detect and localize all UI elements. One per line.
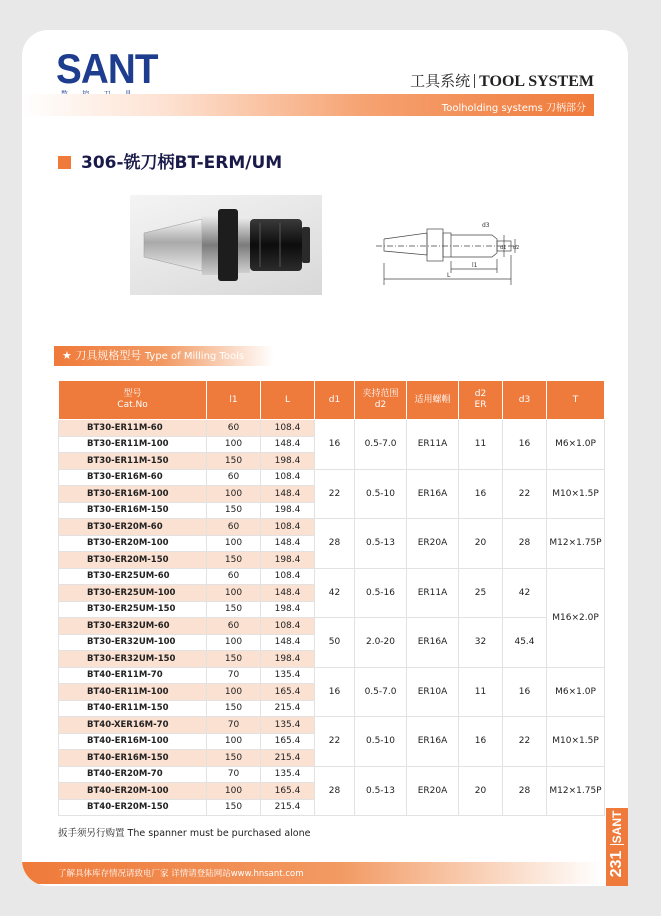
cat-no-cell: BT40-ER20M-150 [59,799,207,816]
length-cell: 108.4 [261,568,315,585]
title-divider [474,74,475,88]
product-photo [130,195,322,295]
d3-cell: 22 [503,469,547,519]
d1-cell: 16 [315,420,355,470]
column-header-sublabel: ER [474,400,487,410]
er-cell: 16 [459,717,503,767]
d1-cell: 50 [315,618,355,668]
d1-cell: 16 [315,667,355,717]
range-cell: 0.5-10 [355,469,407,519]
range-cell: 0.5-10 [355,717,407,767]
l1-cell: 70 [207,766,261,783]
l1-cell: 60 [207,568,261,585]
length-cell: 198.4 [261,552,315,569]
spec-heading-cn: ★ 刀具规格型号 [62,349,142,362]
er-cell: 32 [459,618,503,668]
l1-cell: 150 [207,651,261,668]
cat-no-cell: BT30-ER32UM-150 [59,651,207,668]
column-header-label: T [572,394,579,405]
range-cell: 0.5-7.0 [355,420,407,470]
d3-cell: 45.4 [503,618,547,668]
l1-cell: 150 [207,750,261,767]
cat-no-cell: BT30-ER20M-100 [59,535,207,552]
column-header-label: 适用螺帽 [414,394,451,405]
er-cell: 25 [459,568,503,618]
cat-no-cell: BT30-ER25UM-100 [59,585,207,602]
tool-system-title [410,70,594,91]
cat-no-cell: BT40-XER16M-70 [59,717,207,734]
range-cell: 0.5-16 [355,568,407,618]
l1-cell: 100 [207,733,261,750]
l1-cell: 100 [207,486,261,503]
length-cell: 135.4 [261,766,315,783]
tool-system-cn: 工具系统 [410,72,471,90]
technical-drawing [372,205,522,293]
column-header [503,381,547,420]
length-cell: 108.4 [261,420,315,437]
page-tab-brand: SANT [610,810,624,844]
nut-cell: ER20A [407,766,459,816]
d3-cell: 42 [503,568,547,618]
thread-cell: M12×1.75P [547,519,605,569]
toolholder-image [130,195,322,295]
l1-cell: 100 [207,783,261,800]
table-row [59,420,605,437]
length-cell: 198.4 [261,601,315,618]
cat-no-cell: BT40-ER16M-150 [59,750,207,767]
nut-cell: ER16A [407,469,459,519]
cat-no-cell: BT40-ER20M-100 [59,783,207,800]
thread-cell: M12×1.75P [547,766,605,816]
cat-no-cell: BT40-ER11M-70 [59,667,207,684]
column-header-sublabel: Cat.No [117,400,148,410]
l1-cell: 60 [207,618,261,635]
drawing-label-L: L [447,272,451,279]
l1-cell: 150 [207,601,261,618]
d3-cell: 28 [503,766,547,816]
cat-no-cell: BT30-ER16M-100 [59,486,207,503]
cat-no-cell: BT30-ER11M-150 [59,453,207,470]
nut-cell: ER10A [407,667,459,717]
l1-cell: 70 [207,717,261,734]
thread-cell: M10×1.5P [547,469,605,519]
d1-cell: 28 [315,519,355,569]
nut-cell: ER20A [407,519,459,569]
column-header [59,381,207,420]
length-cell: 108.4 [261,519,315,536]
column-header-label: 夹持范围 [362,389,399,399]
d1-cell: 42 [315,568,355,618]
column-header [547,381,605,420]
toolholder-drawing [372,205,522,293]
length-cell: 215.4 [261,799,315,816]
l1-cell: 150 [207,453,261,470]
cat-no-cell: BT40-ER11M-150 [59,700,207,717]
d1-cell: 22 [315,717,355,767]
length-cell: 135.4 [261,717,315,734]
d3-cell: 16 [503,667,547,717]
header-bar [22,94,594,116]
column-header-label: d1 [328,394,341,405]
l1-cell: 100 [207,436,261,453]
drawing-label-d2: d2 [513,245,520,251]
orange-square-icon [58,156,71,169]
thread-cell: M16×2.0P [547,568,605,667]
table-row [59,667,605,684]
cat-no-cell: BT30-ER25UM-60 [59,568,207,585]
table-row [59,766,605,783]
cat-no-cell: BT40-ER20M-70 [59,766,207,783]
length-cell: 148.4 [261,535,315,552]
l1-cell: 60 [207,420,261,437]
length-cell: 108.4 [261,618,315,635]
l1-cell: 70 [207,667,261,684]
column-header [315,381,355,420]
range-cell: 0.5-13 [355,519,407,569]
l1-cell: 60 [207,519,261,536]
l1-cell: 100 [207,535,261,552]
table-header-row [59,381,605,420]
column-header [207,381,261,420]
cat-no-cell: BT40-ER16M-100 [59,733,207,750]
range-cell: 2.0-20 [355,618,407,668]
cat-no-cell: BT30-ER32UM-60 [59,618,207,635]
length-cell: 148.4 [261,585,315,602]
table-row [59,469,605,486]
l1-cell: 60 [207,469,261,486]
cat-no-cell: BT30-ER11M-60 [59,420,207,437]
cat-no-cell: BT30-ER11M-100 [59,436,207,453]
cat-no-cell: BT30-ER16M-60 [59,469,207,486]
nut-cell: ER16A [407,618,459,668]
column-header-label: L [284,394,290,405]
column-header [407,381,459,420]
column-header [261,381,315,420]
drawing-label-d1: d1 [500,245,507,251]
length-cell: 165.4 [261,733,315,750]
spec-heading-en: Type of Milling Tools [144,351,245,362]
column-header [355,381,407,420]
cat-no-cell: BT30-ER32UM-100 [59,634,207,651]
drawing-label-l1: l1 [472,262,478,269]
page-number: 231 [608,850,625,878]
l1-cell: 100 [207,634,261,651]
length-cell: 135.4 [261,667,315,684]
d3-cell: 16 [503,420,547,470]
length-cell: 215.4 [261,700,315,717]
range-cell: 0.5-13 [355,766,407,816]
d1-cell: 28 [315,766,355,816]
l1-cell: 100 [207,585,261,602]
length-cell: 148.4 [261,486,315,503]
tool-system-en: TOOL SYSTEM [479,73,594,90]
length-cell: 148.4 [261,436,315,453]
cat-no-cell: BT30-ER16M-150 [59,502,207,519]
nut-cell: ER11A [407,420,459,470]
er-cell: 20 [459,766,503,816]
d3-cell: 22 [503,717,547,767]
spec-heading-bar [54,346,274,366]
column-header-label: d3 [518,394,531,405]
er-cell: 16 [459,469,503,519]
table-row [59,618,605,635]
column-header-sublabel: d2 [374,400,387,410]
column-header [459,381,503,420]
l1-cell: 150 [207,552,261,569]
l1-cell: 150 [207,799,261,816]
length-cell: 198.4 [261,502,315,519]
cat-no-cell: BT40-ER11M-100 [59,684,207,701]
column-header-label: 型号 [123,389,142,399]
nut-cell: ER16A [407,717,459,767]
section-title-text: 306-铣刀柄BT-ERM/UM [81,153,283,173]
cat-no-cell: BT30-ER25UM-150 [59,601,207,618]
logo-brand: SANT [56,45,158,92]
length-cell: 198.4 [261,651,315,668]
length-cell: 165.4 [261,684,315,701]
er-cell: 20 [459,519,503,569]
spanner-note: 扳手须另行购置 The spanner must be purchased alone [58,828,311,839]
d3-cell: 28 [503,519,547,569]
spec-table [58,380,605,816]
length-cell: 108.4 [261,469,315,486]
thread-cell: M10×1.5P [547,717,605,767]
section-title [58,148,282,173]
table-row [59,568,605,585]
footer-text: 了解具体库存情况请致电厂家 详情请登陆网站www.hnsant.com [58,869,304,879]
er-cell: 11 [459,667,503,717]
cat-no-cell: BT30-ER20M-60 [59,519,207,536]
thread-cell: M6×1.0P [547,667,605,717]
length-cell: 165.4 [261,783,315,800]
er-cell: 11 [459,420,503,470]
column-header-label: d2 [474,389,487,399]
length-cell: 215.4 [261,750,315,767]
cat-no-cell: BT30-ER20M-150 [59,552,207,569]
length-cell: 148.4 [261,634,315,651]
header-bar-text: Toolholding systems 刀柄部分 [441,103,586,114]
page-tab [606,808,628,886]
sant-logo [56,45,166,99]
catalog-page [22,30,628,886]
nut-cell: ER11A [407,568,459,618]
thread-cell: M6×1.0P [547,420,605,470]
l1-cell: 100 [207,684,261,701]
l1-cell: 150 [207,700,261,717]
table-row [59,519,605,536]
drawing-label-d3: d3 [482,222,490,229]
column-header-label: l1 [229,394,238,405]
footer-bar [22,862,602,884]
range-cell: 0.5-7.0 [355,667,407,717]
table-row [59,717,605,734]
length-cell: 198.4 [261,453,315,470]
l1-cell: 150 [207,502,261,519]
d1-cell: 22 [315,469,355,519]
